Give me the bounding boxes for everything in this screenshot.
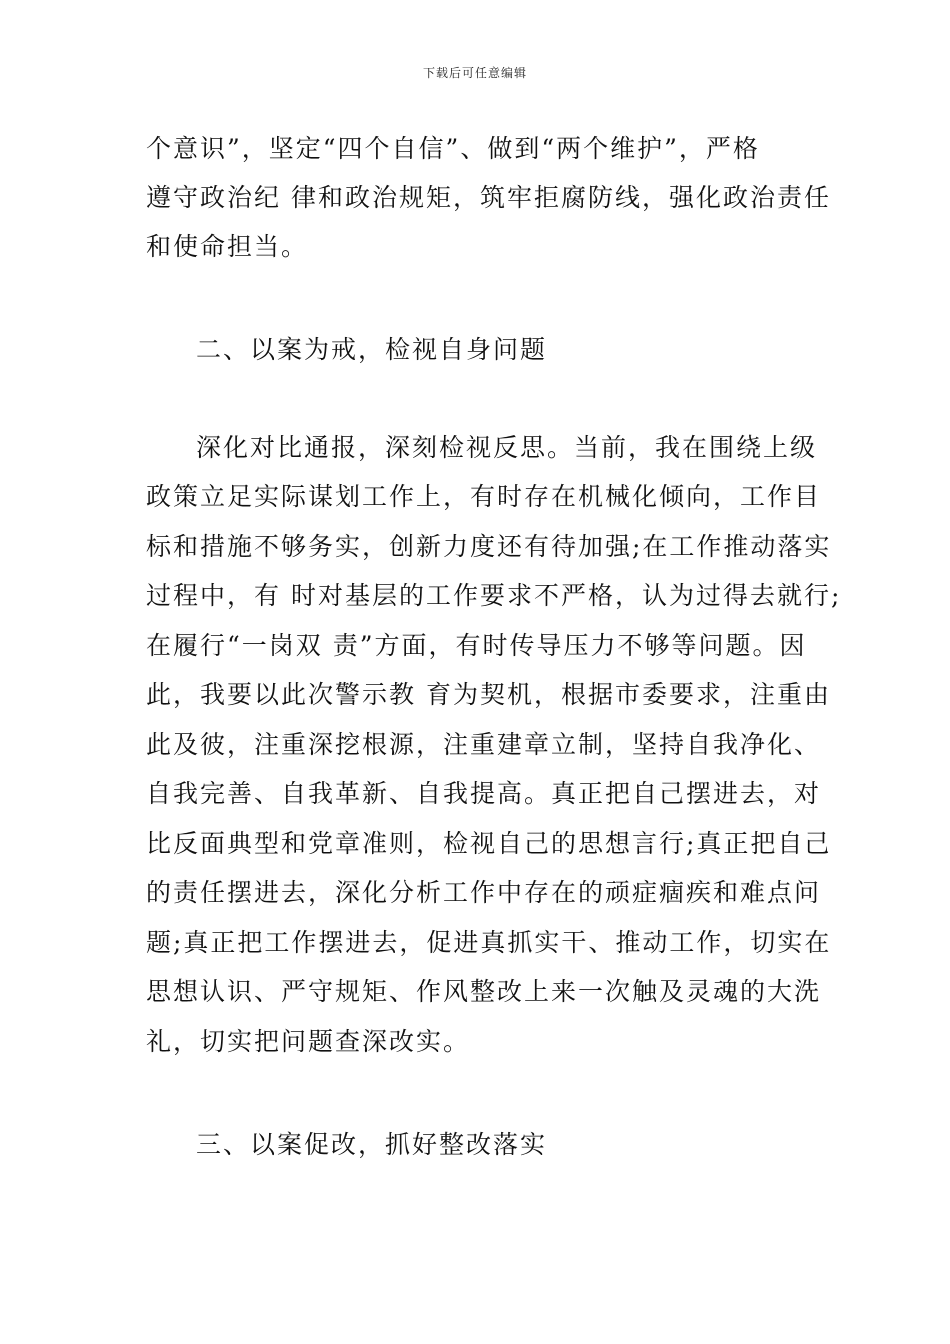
- paragraph-line: 政策立足实际谋划工作上，有时存在机械化倾向，工作目: [146, 482, 822, 511]
- page-header-note: 下载后可任意编辑: [422, 66, 527, 80]
- paragraph-line: 标和措施不够务实，创新力度还有待加强;在工作推动落实: [146, 532, 832, 561]
- paragraph-line: 个意识”，坚定“四个自信”、做到“两个维护”，严格: [146, 134, 760, 163]
- paragraph-line: 过程中，有 时对基层的工作要求不严格，认为过得去就行;: [146, 581, 842, 610]
- paragraph-line: 礼，切实把问题查深改实。: [146, 1027, 471, 1056]
- paragraph-line: 和使命担当。: [146, 232, 309, 261]
- paragraph-line: 题;真正把工作摆进去，促进真抓实干、推动工作，切实在: [146, 928, 832, 957]
- paragraph-line: 比反面典型和党章准则，检视自己的思想言行;真正把自己: [146, 829, 832, 858]
- paragraph-line: 在履行“一岗双 责”方面，有时传导压力不够等问题。因: [146, 631, 807, 660]
- section-heading-2: 二、以案为戒，检视自身问题: [196, 335, 548, 364]
- paragraph-line: 遵守政治纪 律和政治规矩，筑牢拒腐防线，强化政治责任: [146, 183, 831, 212]
- paragraph-line: 深化对比通报，深刻检视反思。当前，我在围绕上级: [196, 433, 818, 462]
- section-heading-3: 三、以案促改，抓好整改落实: [196, 1130, 548, 1159]
- paragraph-line: 此，我要以此次警示教 育为契机，根据市委要求，注重由: [146, 680, 831, 709]
- paragraph-line: 思想认识、严守规矩、作风整改上来一次触及灵魂的大洗: [146, 977, 822, 1006]
- paragraph-line: 此及彼，注重深挖根源，注重建章立制，坚持自我净化、: [146, 730, 822, 759]
- paragraph-line: 的责任摆进去，深化分析工作中存在的顽症痼疾和难点问: [146, 878, 822, 907]
- paragraph-line: 自我完善、自我革新、自我提高。真正把自己摆进去，对: [146, 779, 822, 808]
